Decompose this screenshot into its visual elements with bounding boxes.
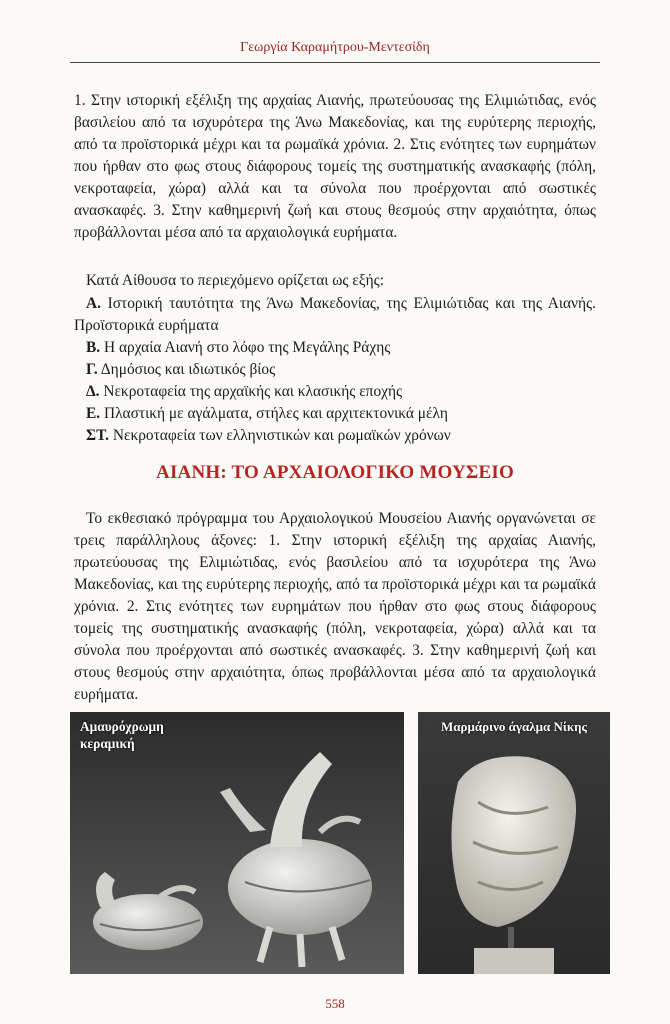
statue-photo <box>418 712 610 974</box>
list-item <box>74 381 596 403</box>
list-item <box>74 293 596 337</box>
room-description: Δημόσιος και ιδιωτικός βίος <box>100 361 276 378</box>
pottery-photo <box>70 712 404 974</box>
pottery-caption <box>80 718 164 752</box>
room-description: Πλαστική με αγάλματα, στήλες και αρχιτεκτονικά μέλη <box>103 405 448 422</box>
pottery-caption-line: κεραμική <box>80 736 135 751</box>
list-item <box>74 359 596 381</box>
room-letter: Δ. <box>86 383 100 400</box>
room-description: Νεκροταφεία της αρχαϊκής και κλασικής εποχής <box>103 383 403 400</box>
list-item <box>74 425 596 447</box>
room-letter: Ε. <box>86 405 101 422</box>
room-description: Η αρχαία Αιανή στο λόφο της Μεγάλης Ράχης <box>103 339 391 356</box>
running-header-author: Γεωργία Καραμήτρου-Μεντεσίδη <box>240 40 430 55</box>
museum-paragraph: Το εκθεσιακό πρόγραμμα του Αρχαιολογικού Μουσείου Αιανής οργανώνεται σε τρεις παράλληλους άξονες: 1. Στην ιστορική εξέλιξη της αρχαίας Αιανής, πρωτεύουσας της Ελιμιώτιδας, ενός βασιλείου από τα ισχυρότερα της Άνω Μακεδονίας, και της ευρύτερης περιοχής, από τα προϊστορικά μέχρι και τα ρωμαϊκά χρόνια. 2. Στις ενότητες των ευρημάτων που ήρθαν στο φως στους διάφορους τομείς της συστηματικής ανασκαφής (πόλη, νεκροταφεία, χώρα) αλλά και τα σύνολα που προέρχονται από σωστικές ανασκαφές. 3. Στην καθημερινή ζωή και στους θεσμούς στην αρχαιότητα, όπως προβάλλονται μέσα από τα αρχαιολογικά ευρήματα. <box>74 510 596 703</box>
section-heading: ΑΙΑΝΗ: ΤΟ ΑΡΧΑΙΟΛΟΓΙΚΟ ΜΟΥΣΕΙΟ <box>156 462 514 483</box>
list-item <box>74 403 596 425</box>
room-description: Νεκροταφεία των ελληνιστικών και ρωμαϊκών χρόνων <box>112 427 451 444</box>
room-contents-list <box>74 293 596 447</box>
list-item <box>74 337 596 359</box>
statue-illustration <box>418 712 610 974</box>
statue-caption: Μαρμάρινο άγαλμα Νίκης <box>440 719 587 734</box>
toc-lead: Κατά Αίθουσα το περιεχόμενο ορίζεται ως εξής: <box>86 272 385 289</box>
room-letter: Α. <box>86 295 101 312</box>
room-letter: ΣΤ. <box>86 427 110 444</box>
room-letter: Β. <box>86 339 101 356</box>
page-number: 558 <box>325 996 345 1011</box>
room-letter: Γ. <box>86 361 98 378</box>
pottery-caption-line: Αμαυρόχρωμη <box>80 719 164 734</box>
header-rule <box>70 62 600 63</box>
intro-paragraph: 1. Στην ιστορική εξέλιξη της αρχαίας Αιανής, πρωτεύουσας της Ελιμιώτιδας, ενός βασιλείου από τα ισχυρότερα της Άνω Μακεδονίας, και της ευρύτερης περιοχής, από τα προϊστορικά μέχρι και τα ρωμαϊκά χρόνια. 2. Στις ενότητες των ευρημάτων που ήρθαν στο φως στους διάφορους τομείς της συστηματικής ανασκαφής (πόλη, νεκροταφεία, χώρα) αλλά και τα σύνολα που προέρχονται από σωστικές ανασκαφές. 3. Στην καθημερινή ζωή και στους θεσμούς στην αρχαιότητα, όπως προβάλλονται μέσα από τα αρχαιολογικά ευρήματα. <box>74 92 596 241</box>
room-description: Ιστορική ταυτότητα της Άνω Μακεδονίας, της Ελιμιώτιδας και της Αιανής. Προϊστορικά ευρήματα <box>74 295 596 334</box>
